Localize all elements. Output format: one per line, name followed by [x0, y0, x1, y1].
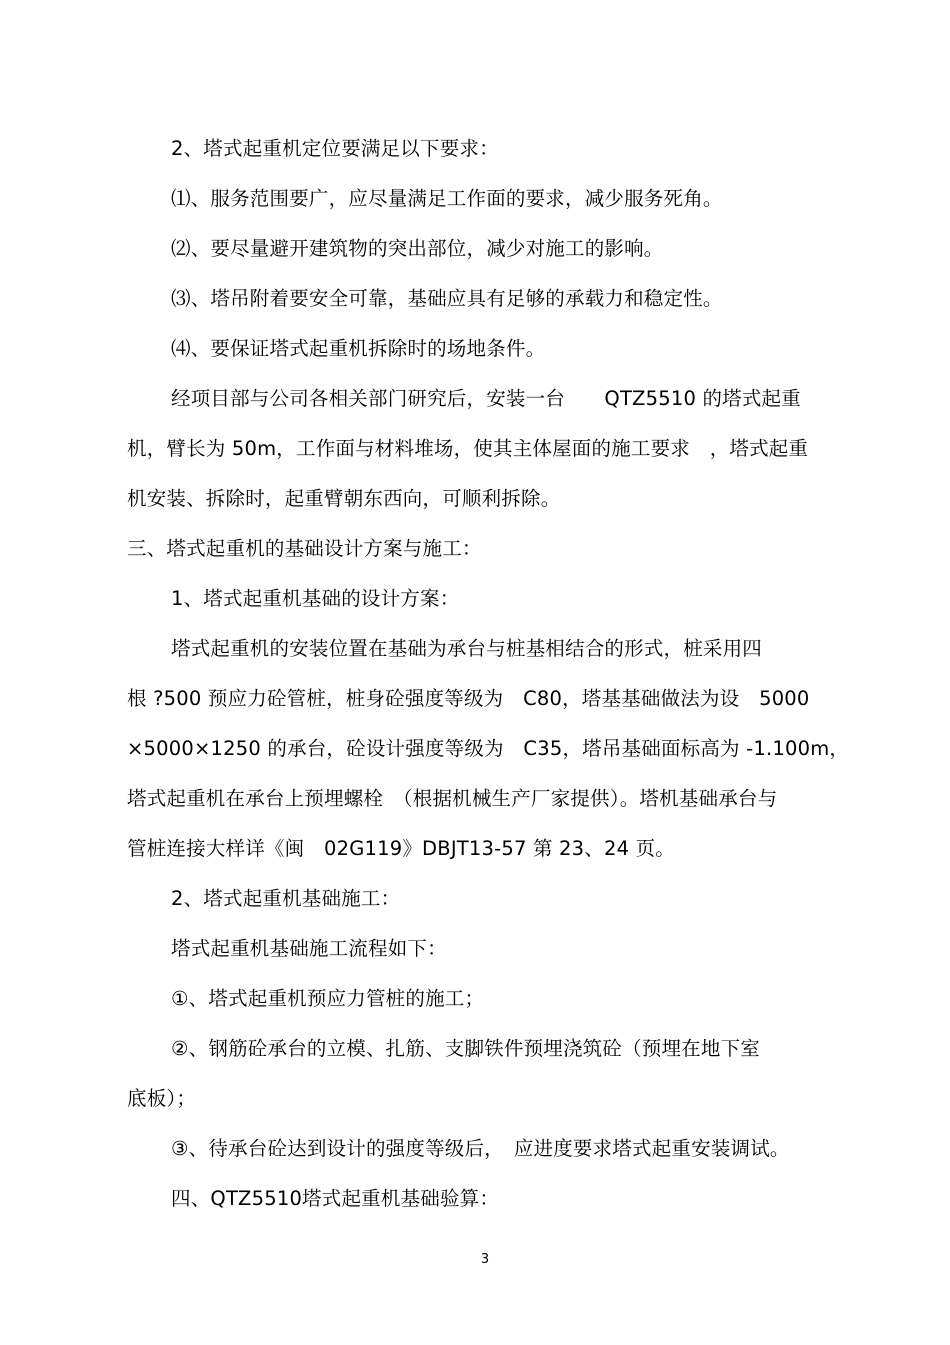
subsection-heading: 1、塔式起重机基础的设计方案： [171, 587, 460, 610]
paragraph-line: 机，臂长为 50m，工作面与材料堆场，使其主体屋面的施工要求 ，塔式起重 [127, 437, 809, 460]
list-item: ①、塔式起重机预应力管桩的施工； [171, 987, 485, 1010]
paragraph-line: 塔式起重机在承台上预埋螺栓 （根据机械生产厂家提供）。塔机基础承台与 [127, 787, 778, 810]
list-item: 底板）； [127, 1087, 197, 1110]
subsection-heading: 2、塔式起重机基础施工： [171, 887, 401, 910]
paragraph-line: 2、塔式起重机定位要满足以下要求： [171, 137, 499, 160]
paragraph-line: 管桩连接大样详《闽 02G119》DBJT13-57 第 23、24 页。 [127, 837, 675, 860]
list-item: ③、待承台砼达到设计的强度等级后， 应进度要求塔式起重安装调试。 [171, 1137, 790, 1160]
paragraph-line: 塔式起重机的安装位置在基础为承台与桩基相结合的形式，桩采用四 [171, 637, 763, 660]
list-item: ⑶、塔吊附着要安全可靠，基础应具有足够的承载力和稳定性。 [171, 287, 723, 310]
list-item: ⑴、服务范围要广，应尽量满足工作面的要求，减少服务死角。 [171, 187, 723, 210]
page-number: 3 [480, 1252, 490, 1267]
paragraph-line: 经项目部与公司各相关部门研究后，安装一台 QTZ5510 的塔式起重 [171, 387, 801, 410]
paragraph-line: 塔式起重机基础施工流程如下： [171, 937, 447, 960]
paragraph-line: 根 ?500 预应力砼管桩，桩身砼强度等级为 C80，塔基基础做法为设 5000 [127, 687, 810, 710]
paragraph-line: ×5000×1250 的承台，砼设计强度等级为 C35，塔吊基础面标高为 -1.100m， [127, 737, 850, 760]
list-item: ⑵、要尽量避开建筑物的突出部位，减少对施工的影响。 [171, 237, 664, 260]
section-heading: 三、塔式起重机的基础设计方案与施工： [127, 537, 482, 560]
paragraph-line: 机安装、拆除时，起重臂朝东西向，可顺利拆除。 [127, 487, 561, 510]
list-item: ②、钢筋砼承台的立模、扎筋、支脚铁件预埋浇筑砼（预埋在地下室 [171, 1037, 760, 1060]
list-item: ⑷、要保证塔式起重机拆除时的场地条件。 [171, 337, 546, 360]
section-heading: 四、QTZ5510塔式起重机基础验算： [171, 1187, 500, 1210]
